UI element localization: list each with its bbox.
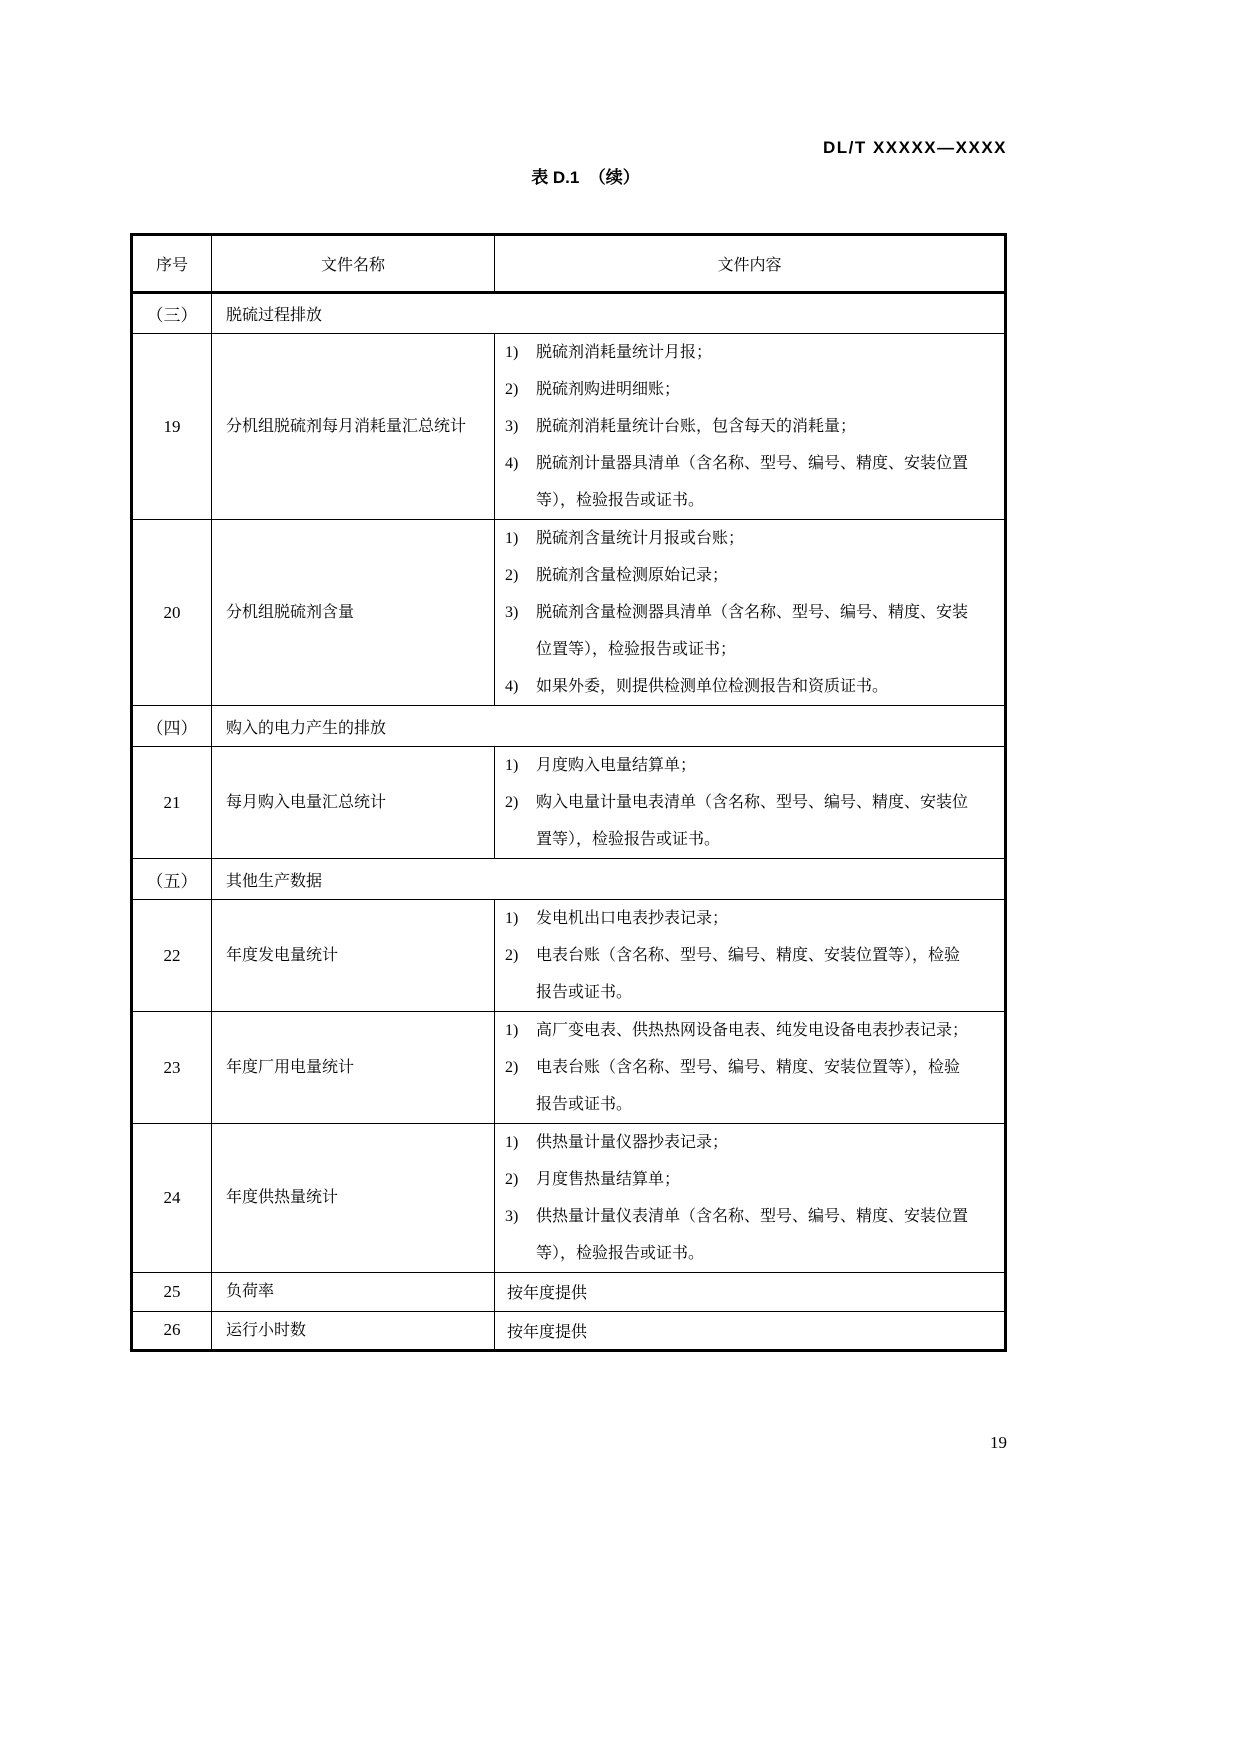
file-name: 分机组脱硫剂每月消耗量汇总统计 (212, 334, 495, 520)
item-text: 脱硫剂含量统计月报或台账； (536, 530, 745, 547)
row-number: （四） (132, 706, 212, 747)
section-title: 脱硫过程排放 (212, 293, 1006, 334)
content-item (505, 334, 998, 371)
section-row (132, 293, 1006, 334)
item-text: 高厂变电表、供热热网设备电表、纯发电设备电表抄表记录； (536, 1022, 969, 1039)
item-text: 电表台账（含名称、型号、编号、精度、安装位置等），检验报告或证书。 (536, 1059, 961, 1113)
file-content: 按年度提供 (495, 1273, 1006, 1312)
file-name: 年度供热量统计 (212, 1124, 495, 1273)
row-number: 26 (132, 1311, 212, 1351)
content-item (505, 747, 998, 784)
table-row (132, 520, 1006, 706)
row-number: 20 (132, 520, 212, 706)
file-content (495, 1012, 1006, 1124)
item-text: 脱硫剂含量检测器具清单（含名称、型号、编号、精度、安装位置等），检验报告或证书； (536, 604, 969, 658)
item-marker: 1) (505, 910, 519, 927)
item-text: 购入电量计量电表清单（含名称、型号、编号、精度、安装位置等），检验报告或证书。 (536, 794, 969, 848)
content-item (505, 557, 998, 594)
content-item (505, 594, 998, 668)
file-name: 负荷率 (212, 1273, 495, 1312)
item-marker: 2) (505, 947, 519, 964)
standard-code: DL/T XXXXX—XXXX (822, 138, 1007, 157)
content-item (505, 937, 998, 1011)
content-item (505, 1161, 998, 1198)
content-item (505, 1049, 998, 1123)
item-text: 脱硫剂含量检测原始记录； (536, 567, 729, 584)
file-name: 年度厂用电量统计 (212, 1012, 495, 1124)
item-text: 如果外委，则提供检测单位检测报告和资质证书。 (536, 678, 889, 695)
documents-table (130, 233, 1007, 1352)
item-marker: 2) (505, 1059, 519, 1076)
row-number: 25 (132, 1273, 212, 1312)
item-marker: 3) (505, 1208, 519, 1225)
item-marker: 2) (505, 567, 519, 584)
page-number: 19 (990, 1433, 1007, 1452)
item-marker: 1) (505, 1134, 519, 1151)
row-number: 21 (132, 747, 212, 859)
item-marker: 3) (505, 604, 519, 621)
item-marker: 4) (505, 678, 519, 695)
content-item (505, 371, 998, 408)
content-item (505, 445, 998, 519)
file-content (495, 520, 1006, 706)
item-marker: 1) (505, 757, 519, 774)
table-caption: 表 D.1 （续） (531, 168, 640, 187)
page-content (130, 0, 1007, 1352)
file-content (495, 334, 1006, 520)
table-row (132, 1273, 1006, 1312)
file-content (495, 747, 1006, 859)
file-content: 按年度提供 (495, 1311, 1006, 1351)
file-content (495, 1124, 1006, 1273)
item-marker: 2) (505, 1171, 519, 1188)
section-title: 其他生产数据 (212, 859, 1006, 900)
item-text: 脱硫剂购进明细账； (536, 381, 681, 398)
row-number: 22 (132, 900, 212, 1012)
item-text: 脱硫剂消耗量统计月报； (536, 344, 713, 361)
item-marker: 4) (505, 455, 519, 472)
file-name: 年度发电量统计 (212, 900, 495, 1012)
item-marker: 2) (505, 381, 519, 398)
item-marker: 1) (505, 530, 519, 547)
header-cell-no: 序号 (132, 235, 212, 293)
table-header-row (132, 235, 1006, 293)
item-text: 脱硫剂消耗量统计台账，包含每天的消耗量； (536, 418, 857, 435)
header-cell-file-content: 文件内容 (495, 235, 1006, 293)
item-text: 月度购入电量结算单； (536, 757, 697, 774)
item-marker: 1) (505, 344, 519, 361)
content-item (505, 1124, 998, 1161)
row-number: （三） (132, 293, 212, 334)
table-row (132, 1311, 1006, 1351)
file-name: 分机组脱硫剂含量 (212, 520, 495, 706)
item-text: 月度售热量结算单； (536, 1171, 681, 1188)
item-text: 供热量计量仪器抄表记录； (536, 1134, 729, 1151)
table-row (132, 747, 1006, 859)
item-marker: 3) (505, 418, 519, 435)
file-name: 每月购入电量汇总统计 (212, 747, 495, 859)
content-item (505, 784, 998, 858)
section-row (132, 859, 1006, 900)
table-body (132, 293, 1006, 1351)
row-number: 24 (132, 1124, 212, 1273)
content-item (505, 900, 998, 937)
item-marker: 1) (505, 1022, 519, 1039)
section-title: 购入的电力产生的排放 (212, 706, 1006, 747)
table-row (132, 1124, 1006, 1273)
item-text: 电表台账（含名称、型号、编号、精度、安装位置等），检验报告或证书。 (536, 947, 961, 1001)
table-row (132, 334, 1006, 520)
file-name: 运行小时数 (212, 1311, 495, 1351)
content-item (505, 408, 998, 445)
content-item (505, 1198, 998, 1272)
table-row (132, 1012, 1006, 1124)
content-item (505, 520, 998, 557)
item-text: 脱硫剂计量器具清单（含名称、型号、编号、精度、安装位置等），检验报告或证书。 (536, 455, 969, 509)
header-cell-file-name: 文件名称 (212, 235, 495, 293)
row-number: 19 (132, 334, 212, 520)
item-marker: 2) (505, 794, 519, 811)
row-number: 23 (132, 1012, 212, 1124)
row-number: （五） (132, 859, 212, 900)
content-item (505, 668, 998, 705)
section-row (132, 706, 1006, 747)
table-row (132, 900, 1006, 1012)
item-text: 发电机出口电表抄表记录； (536, 910, 729, 927)
content-item (505, 1012, 998, 1049)
file-content (495, 900, 1006, 1012)
item-text: 供热量计量仪表清单（含名称、型号、编号、精度、安装位置等），检验报告或证书。 (536, 1208, 969, 1262)
